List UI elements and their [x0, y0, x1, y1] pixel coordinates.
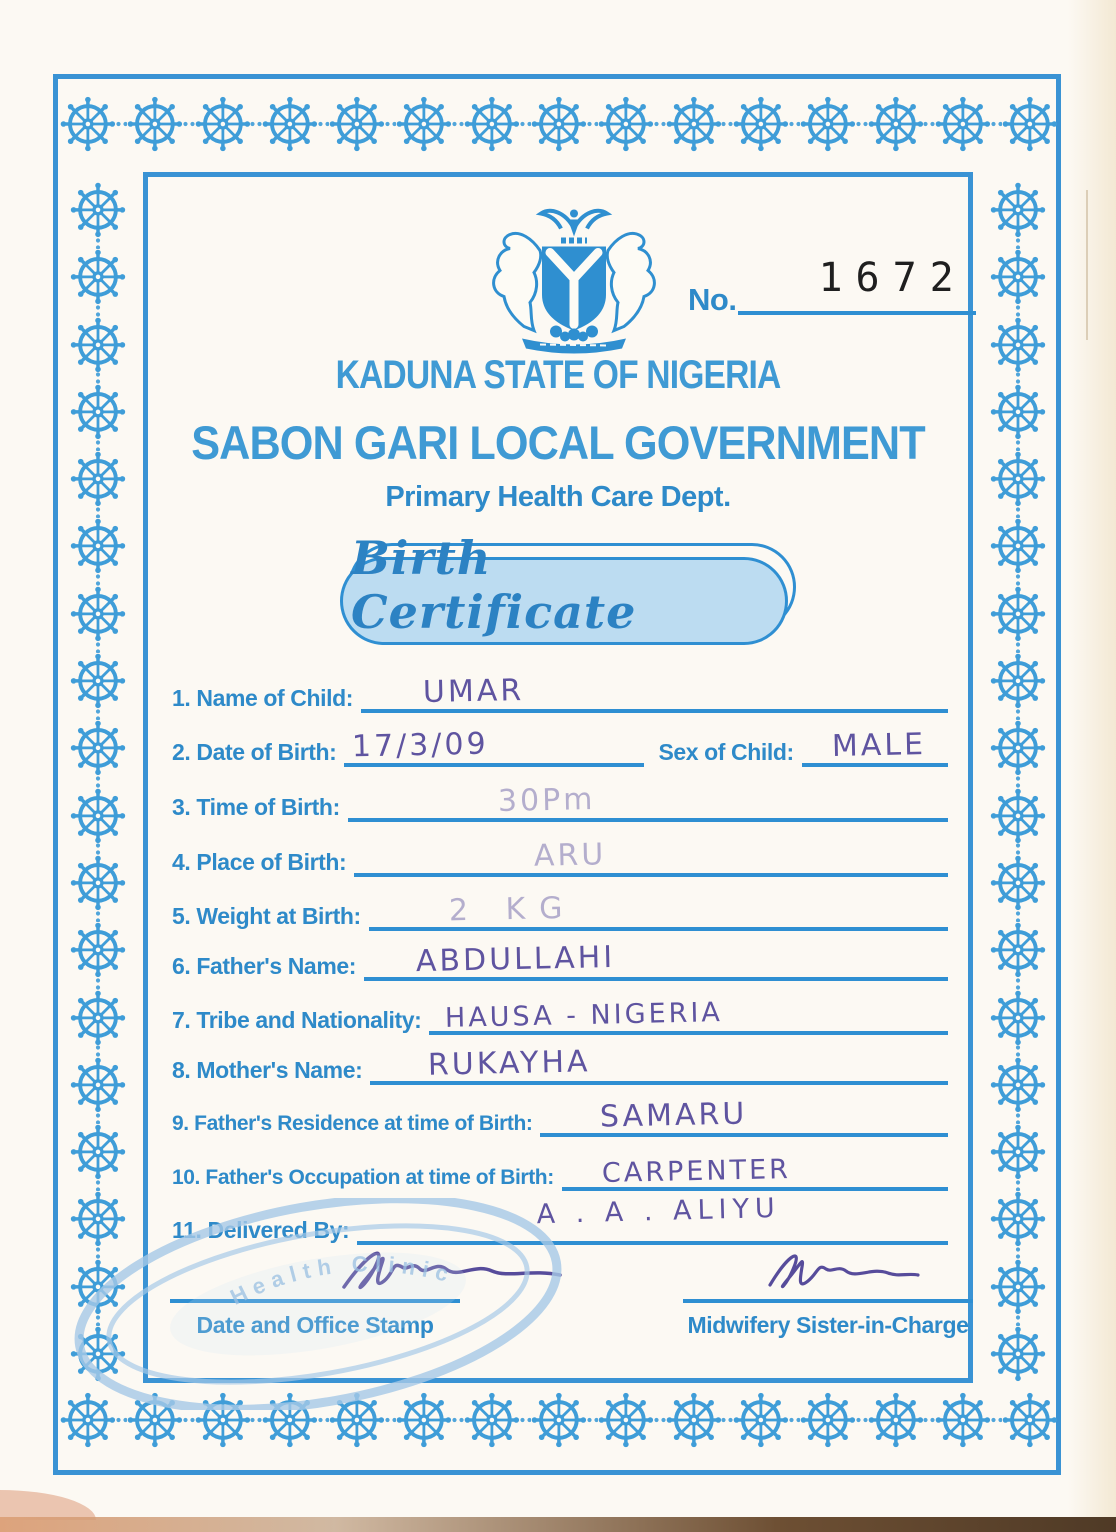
ship-wheel-icon [989, 182, 1047, 238]
field-row-place-of-birth [172, 833, 948, 877]
ship-wheel-icon [531, 95, 587, 153]
chain-link-icon [1015, 978, 1021, 990]
ship-wheel-icon [989, 586, 1047, 642]
ship-wheel-icon [1002, 1391, 1058, 1449]
handwritten-value: 30Pm [497, 781, 596, 820]
ship-wheel-icon [195, 95, 251, 153]
wheel-border-top [60, 92, 1058, 156]
chain-link-icon [991, 1417, 1003, 1423]
chain-link-icon [654, 1417, 666, 1423]
chain-link-icon [1015, 1315, 1021, 1327]
chain-link-icon [95, 305, 101, 317]
scan-artifact-line [1086, 190, 1088, 340]
ship-wheel-icon [69, 518, 127, 574]
ship-wheel-icon [1002, 95, 1058, 153]
chain-link-icon [250, 121, 262, 127]
chain-link-icon [250, 1417, 262, 1423]
field-line [354, 833, 948, 877]
field-row-tribe-nationality [172, 991, 948, 1035]
chain-link-icon [654, 121, 666, 127]
chain-link-icon [95, 709, 101, 721]
ship-wheel-icon [666, 1391, 722, 1449]
chain-link-icon [95, 372, 101, 384]
handwritten-value: CARPENTER [601, 1154, 792, 1189]
ship-wheel-icon [464, 95, 520, 153]
ship-wheel-icon [69, 249, 127, 305]
number-label: No. [688, 282, 737, 317]
field-label-sex: Sex of Child: [658, 739, 794, 765]
ship-wheel-icon [598, 1391, 654, 1449]
wheel-border-right [986, 182, 1050, 1382]
chain-link-icon [1015, 709, 1021, 721]
ship-wheel-icon [262, 1391, 318, 1449]
ship-wheel-icon [69, 182, 127, 238]
field-label: 7. Tribe and Nationality: [172, 1007, 422, 1033]
field-row-mothers-name [172, 1041, 948, 1085]
ship-wheel-icon [989, 1259, 1047, 1315]
handwritten-value: 2 KG [448, 890, 577, 929]
scan-edge-shadow [1068, 0, 1116, 1532]
chain-link-icon [789, 1417, 801, 1423]
ship-wheel-icon [989, 384, 1047, 440]
field-line [562, 1147, 948, 1191]
ship-wheel-icon [127, 95, 183, 153]
date-office-stamp-label: Date and Office Stamp [196, 1312, 434, 1338]
certificate-title: Birth Certificate [351, 531, 637, 639]
chain-link-icon [183, 121, 195, 127]
field-line [429, 991, 948, 1035]
field-line [540, 1093, 948, 1137]
certificate-number-block [688, 255, 976, 317]
department-title: Primary Health Care Dept. [385, 481, 731, 513]
field-label: 3. Time of Birth: [172, 794, 340, 820]
stamp-arc-text: Health Clinic [226, 1251, 458, 1310]
chain-link-icon [923, 121, 935, 127]
handwritten-value: ARU [533, 837, 607, 874]
chain-link-icon [789, 121, 801, 127]
field-label: 11. Delivered By: [172, 1217, 350, 1243]
ship-wheel-icon [262, 95, 318, 153]
chain-link-icon [95, 911, 101, 923]
ship-wheel-icon [989, 922, 1047, 978]
chain-link-icon [95, 642, 101, 654]
field-row-time-of-birth [172, 778, 948, 822]
chain-link-icon [856, 1417, 868, 1423]
ship-wheel-icon [69, 990, 127, 1046]
ship-wheel-icon [935, 95, 991, 153]
ship-wheel-icon [396, 95, 452, 153]
field-row-fathers-name [172, 937, 948, 981]
chain-link-icon [318, 1417, 330, 1423]
ship-wheel-icon [69, 384, 127, 440]
field-row-fathers-occupation [172, 1147, 948, 1191]
birth-certificate-banner [348, 531, 796, 639]
field-line [364, 937, 948, 981]
ship-wheel-icon [989, 1191, 1047, 1247]
field-row-date-of-birth [172, 723, 948, 767]
nigeria-coat-of-arms-icon [478, 197, 670, 355]
chain-link-icon [116, 1417, 128, 1423]
chain-link-icon [520, 121, 532, 127]
ship-wheel-icon [69, 855, 127, 911]
ship-wheel-icon [989, 855, 1047, 911]
ship-wheel-icon [989, 518, 1047, 574]
ship-wheel-icon [69, 788, 127, 844]
ship-wheel-icon [733, 95, 789, 153]
midwifery-sister-block [683, 1299, 973, 1339]
ship-wheel-icon [69, 1191, 127, 1247]
chain-link-icon [1015, 574, 1021, 586]
chain-link-icon [1015, 1247, 1021, 1259]
chain-link-icon [1015, 642, 1021, 654]
field-label: 4. Place of Birth: [172, 849, 347, 875]
handwritten-value: RUKAYHA [427, 1044, 592, 1083]
officer-signature [308, 1235, 608, 1299]
field-row-fathers-residence [172, 1093, 948, 1137]
chain-link-icon [1015, 440, 1021, 452]
field-row-weight-at-birth [172, 887, 948, 931]
ship-wheel-icon [989, 720, 1047, 776]
ship-wheel-icon [60, 1391, 116, 1449]
certificate-number: 1672 [818, 255, 967, 301]
chain-link-icon [1015, 305, 1021, 317]
ship-wheel-icon [69, 922, 127, 978]
handwritten-value: HAUSA - NIGERIA [445, 997, 724, 1034]
chain-link-icon [95, 574, 101, 586]
field-line [802, 723, 948, 767]
ship-wheel-icon [69, 1057, 127, 1113]
midwifery-sister-label: Midwifery Sister-in-Charge [687, 1312, 969, 1338]
chain-link-icon [520, 1417, 532, 1423]
field-label: 5. Weight at Birth: [172, 903, 361, 929]
handwritten-value: MALE [831, 727, 927, 764]
handwritten-value: 17/3/09 [352, 726, 490, 765]
field-line [370, 1041, 948, 1085]
ship-wheel-icon [989, 249, 1047, 305]
chain-link-icon [721, 121, 733, 127]
ship-wheel-icon [800, 1391, 856, 1449]
ship-wheel-icon [989, 317, 1047, 373]
chain-link-icon [991, 121, 1003, 127]
number-line [738, 255, 976, 315]
chain-link-icon [452, 121, 464, 127]
chain-link-icon [923, 1417, 935, 1423]
chain-link-icon [95, 440, 101, 452]
ship-wheel-icon [989, 1124, 1047, 1180]
chain-link-icon [385, 121, 397, 127]
handwritten-value: SAMARU [600, 1096, 749, 1135]
ship-wheel-icon [989, 788, 1047, 844]
signature-line [683, 1299, 973, 1303]
chain-link-icon [95, 776, 101, 788]
chain-link-icon [95, 978, 101, 990]
ship-wheel-icon [598, 95, 654, 153]
chain-link-icon [95, 507, 101, 519]
chain-link-icon [95, 843, 101, 855]
ship-wheel-icon [329, 95, 385, 153]
field-label: 6. Father's Name: [172, 953, 357, 979]
ship-wheel-icon [69, 451, 127, 507]
ship-wheel-icon [69, 720, 127, 776]
date-office-stamp-block [170, 1299, 460, 1339]
ship-wheel-icon [666, 95, 722, 153]
signature-line [170, 1299, 460, 1303]
ship-wheel-icon [127, 1391, 183, 1449]
ship-wheel-icon [868, 95, 924, 153]
wheel-border-bottom [60, 1388, 1058, 1452]
chain-link-icon [95, 1180, 101, 1192]
ship-wheel-icon [69, 586, 127, 642]
ship-wheel-icon [989, 990, 1047, 1046]
field-label: 2. Date of Birth: [172, 739, 337, 765]
scan-page-curl [0, 1490, 96, 1520]
field-label: 1. Name of Child: [172, 685, 354, 711]
chain-link-icon [452, 1417, 464, 1423]
chain-link-icon [95, 1113, 101, 1125]
chain-link-icon [116, 121, 128, 127]
ship-wheel-icon [464, 1391, 520, 1449]
chain-link-icon [1015, 372, 1021, 384]
chain-link-icon [721, 1417, 733, 1423]
ship-wheel-icon [531, 1391, 587, 1449]
midwife-signature [746, 1241, 936, 1297]
chain-link-icon [1015, 1180, 1021, 1192]
chain-link-icon [587, 1417, 599, 1423]
ship-wheel-icon [868, 1391, 924, 1449]
field-line [344, 723, 644, 767]
ship-wheel-icon [989, 1326, 1047, 1382]
chain-link-icon [318, 121, 330, 127]
ship-wheel-icon [733, 1391, 789, 1449]
ship-wheel-icon [396, 1391, 452, 1449]
state-title: KADUNA STATE OF NIGERIA [335, 353, 781, 397]
ship-wheel-icon [69, 653, 127, 709]
ship-wheel-icon [60, 95, 116, 153]
ship-wheel-icon [989, 1057, 1047, 1113]
handwritten-value: UMAR [422, 672, 525, 711]
chain-link-icon [1015, 911, 1021, 923]
ship-wheel-icon [195, 1391, 251, 1449]
ship-wheel-icon [69, 1326, 127, 1382]
field-label: 9. Father's Residence at time of Birth: [172, 1112, 533, 1135]
ship-wheel-icon [69, 1259, 127, 1315]
chain-link-icon [1015, 507, 1021, 519]
chain-link-icon [95, 1247, 101, 1259]
chain-link-icon [856, 121, 868, 127]
wheel-border-left [66, 182, 130, 1382]
chain-link-icon [1015, 1045, 1021, 1057]
ship-wheel-icon [329, 1391, 385, 1449]
field-label: 10. Father's Occupation at time of Birth: [172, 1166, 554, 1189]
chain-link-icon [1015, 238, 1021, 250]
chain-link-icon [95, 1315, 101, 1327]
ship-wheel-icon [935, 1391, 991, 1449]
field-line [348, 778, 948, 822]
handwritten-value: A . A . ALIYU [536, 1192, 782, 1231]
chain-link-icon [183, 1417, 195, 1423]
chain-link-icon [1015, 1113, 1021, 1125]
ship-wheel-icon [69, 317, 127, 373]
ship-wheel-icon [800, 95, 856, 153]
ship-wheel-icon [989, 653, 1047, 709]
chain-link-icon [1015, 776, 1021, 788]
chain-link-icon [95, 1045, 101, 1057]
field-row-name-of-child [172, 669, 948, 713]
field-label: 8. Mother's Name: [172, 1057, 363, 1083]
chain-link-icon [1015, 843, 1021, 855]
government-title: SABON GARI LOCAL GOVERNMENT [191, 416, 925, 469]
ship-wheel-icon [69, 1124, 127, 1180]
ship-wheel-icon [989, 451, 1047, 507]
field-line [361, 669, 948, 713]
chain-link-icon [95, 238, 101, 250]
inner-border-frame [143, 172, 973, 1383]
handwritten-value: ABDULLAHI [415, 939, 616, 980]
field-line [369, 887, 948, 931]
chain-link-icon [587, 121, 599, 127]
chain-link-icon [385, 1417, 397, 1423]
scan-bottom-edge [0, 1517, 1116, 1532]
